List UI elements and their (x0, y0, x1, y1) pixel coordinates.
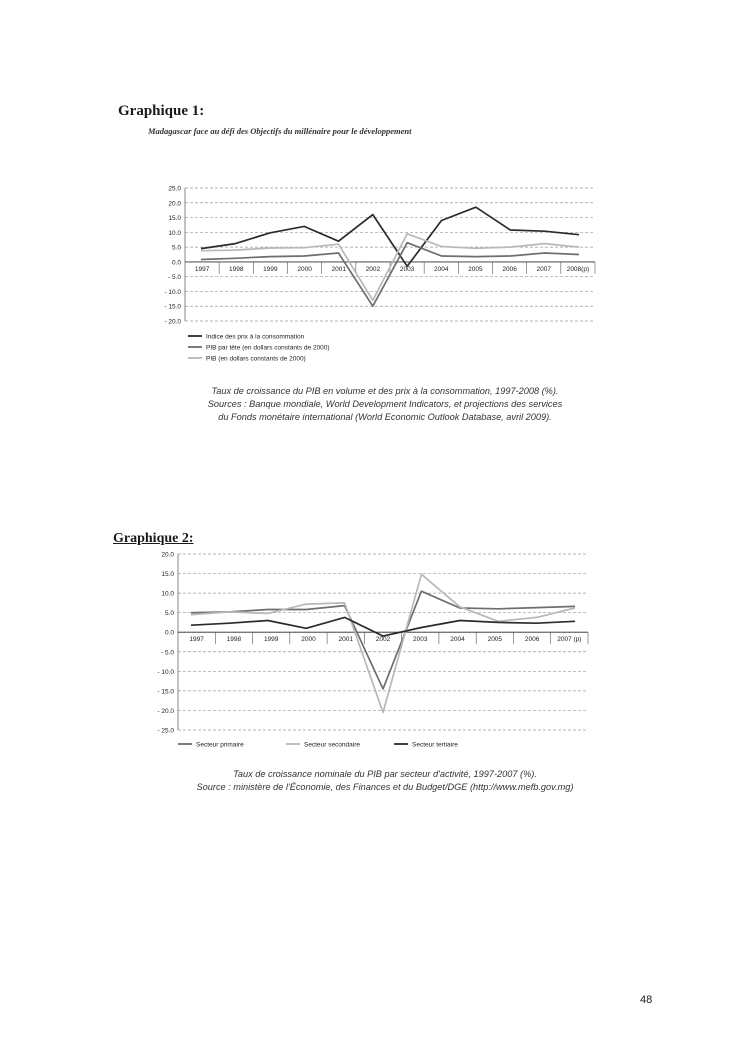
y-tick-label: - 20.0 (157, 707, 174, 715)
legend-label: PIB (en dollars constants de 2000) (206, 355, 306, 363)
x-tick-label: 2002 (365, 265, 381, 273)
x-tick-label: 1998 (229, 265, 244, 273)
y-tick-label: - 25.0 (157, 727, 174, 735)
x-tick-label: 2000 (301, 636, 316, 644)
chart1-caption-line-1: Taux de croissance du PIB en volume et des prix à la consommation, 1997-2008 (%). (211, 386, 559, 396)
legend-label: Secteur secondaire (304, 741, 361, 749)
chart1-caption-line-2: Sources : Banque mondiale, World Development Indicators, et projections des services (207, 399, 563, 409)
series-line (201, 234, 579, 300)
x-tick-label: 1999 (263, 265, 278, 273)
y-tick-label: 0.0 (171, 259, 181, 267)
legend-label: Secteur tertiaire (412, 741, 458, 749)
x-tick-label: 2007 (p) (557, 636, 582, 644)
y-tick-label: - 5.0 (167, 274, 181, 282)
x-tick-label: 2001 (338, 636, 353, 644)
heading-graphique-2: Graphique 2: (113, 531, 194, 546)
x-tick-label: 1998 (226, 636, 242, 644)
series-line (201, 243, 579, 307)
page-number: 48 (640, 994, 653, 1006)
x-tick-label: 2005 (468, 265, 483, 273)
y-tick-label: 15.0 (161, 571, 174, 579)
y-tick-label: 25.0 (168, 185, 181, 193)
series-line (191, 574, 575, 712)
legend-label: PIB par tête (en dollars constants de 2000) (206, 344, 330, 352)
x-tick-label: 2003 (413, 636, 428, 644)
x-tick-label: 2004 (450, 636, 465, 644)
y-tick-label: 5.0 (171, 244, 181, 252)
x-tick-label: 2003 (399, 265, 415, 273)
x-tick-label: 1999 (263, 636, 279, 644)
chart1-caption-line-3: du Fonds monétaire international (World Economic Outlook Database, avril 2009). (218, 412, 552, 422)
x-tick-label: 1997 (194, 265, 210, 273)
y-tick-label: - 10.0 (157, 668, 174, 676)
x-tick-label: 2006 (524, 636, 540, 644)
y-tick-label: 10.0 (168, 229, 181, 237)
y-tick-label: 0.0 (164, 629, 174, 637)
y-tick-label: - 10.0 (164, 288, 181, 296)
x-tick-label: 2008(p) (566, 265, 590, 273)
chart1-caption (150, 385, 620, 424)
y-tick-label: 5.0 (164, 610, 174, 618)
x-tick-label: 2005 (487, 636, 503, 644)
chart2-caption-line-2: Source : ministère de l'Économie, des Finances et du Budget/DGE (http://www.mefb.gov.mg) (196, 782, 574, 792)
chart1-subtitle: Madagascar face au défi des Objectifs du millénaire pour le développement (148, 126, 412, 136)
y-tick-label: 10.0 (161, 590, 174, 598)
x-tick-label: 2007 (536, 265, 551, 273)
y-tick-label: 20.0 (161, 551, 174, 559)
y-tick-label: - 5.0 (160, 649, 174, 657)
x-tick-label: 2002 (375, 636, 391, 644)
heading-graphique-1: Graphique 1: (118, 103, 205, 119)
series-line (191, 617, 575, 636)
chart2-caption (150, 768, 620, 794)
y-tick-label: 20.0 (168, 200, 181, 208)
x-tick-label: 2000 (297, 265, 312, 273)
y-tick-label: - 20.0 (164, 318, 181, 326)
x-tick-label: 2006 (502, 265, 517, 273)
y-tick-label: 15.0 (168, 215, 181, 223)
y-tick-label: - 15.0 (157, 688, 174, 696)
x-tick-label: 2004 (434, 265, 449, 273)
legend-label: Indice des prix à la consommation (206, 333, 305, 341)
chart-2 (140, 548, 610, 753)
x-tick-label: 1997 (189, 636, 204, 644)
legend-label: Secteur primaire (196, 741, 244, 749)
chart-1 (140, 180, 610, 375)
y-tick-label: - 15.0 (164, 303, 181, 311)
chart2-caption-line-1: Taux de croissance nominale du PIB par secteur d'activité, 1997-2007 (%). (233, 769, 537, 779)
x-tick-label: 2001 (331, 265, 346, 273)
